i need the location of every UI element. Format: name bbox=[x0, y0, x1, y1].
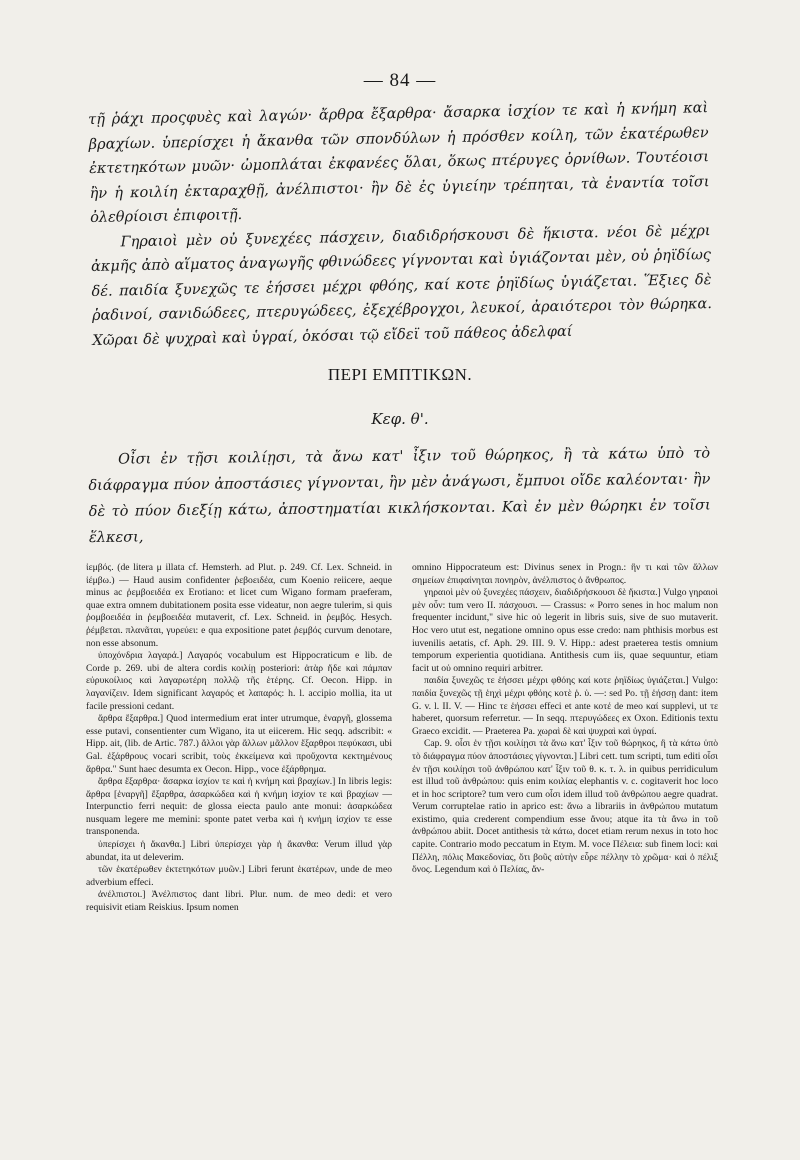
footnotes bbox=[86, 562, 718, 915]
note-paragraph: παιδία ξυνεχῶς τε ἑήσσει μέχρι φθόης καί κοτε ῥηϊδίως ὑγιάζεται.] Vulgo: παιδία ξυνεχῶς τῇ ἑηχὶ μέχρι φθόης κοτὲ ῥ. ὑ. —: sed Po. τῇ ἑήσσῃ dant: item G. v. l. II. V. — Hinc τε ἑήσσει effeci et ante κοτέ de meo καί supplevi, ut τε haberet, quorsum referretur. — In seqq. πτερυγώδεες ex Oxon. Editionis textu Graeco excidit. — Praeterea Pa. χωραὶ δὲ καὶ ψυχραὶ καὶ ὑγραί. bbox=[412, 675, 718, 737]
note-paragraph: ἄρθρα ἔξαρθρα· ἄσαρκα ἰσχίον τε καὶ ἡ κνήμη καὶ βραχίων.] In libris legis: ἄρθρα [ἐναργῆ] ἔξαρθρα, ἀσαρκώδεα καὶ ἡ κνήμη ἰσχίον τε καὶ βραχίων — Interpunctio ferri nequit: de glossa eiecta paulo ante monui: ἀσαρκώδεα nusquam legere me memini: sponte patet verba καὶ ἡ κνήμη ἰσχίον τε esse transponenda. bbox=[86, 776, 392, 838]
note-paragraph: ἄρθρα ἔξαρθρα.] Quod intermedium erat inter utrumque, ἐναργῆ, glossema esse putavi, consentienter cum Wigano, ita ut eiicerem. Hic seqq. adscribit: « Hipp. ait, (lib. de Artic. 787.) ἄλλοι γὰρ ἄλλων μᾶλλον ἔξαρθροι πεφύκασι, ubi Gal. ἐξάρθρους vocari scribit, τοὺς ἐκκείμενα καὶ προὔχοντα κεκτημένους ἄρθρα." Sunt haec desumta ex Oecon. Hipp., voce ἐξάρθρημα. bbox=[86, 713, 392, 775]
note-paragraph: ἰεμβός. (de litera μ illata cf. Hemsterh. ad Plut. p. 249. Cf. Lex. Schneid. in ἰέμβω.) — Haud ausim confidenter ῥεβοειδέα, cum Koenio reiicere, aeque minus ac ῥεμβοειδέα ex Erotiano: et licet cum Wigano formam praeferam, quae extra omnem dubitationem posita esse videatur, non aegre tulerim, si quis ῥομβοειδέα in ῥεμβοειδέα mutaverit, cf. Lex. Schneid. in ῥεμβός. Hesych. ῥέμβεται. πλανᾶται, γυρεύει: e qua expositione patet ῥεμβός curvum denotare, non esse absonum. bbox=[86, 562, 392, 649]
footnotes-right-column bbox=[412, 562, 718, 915]
note-paragraph: omnino Hippocrateum est: Divinus senex in Progn.: ἢν τι καὶ τῶν ἄλλων σημείων ἐπιφαίνηται πονηρὸν, ἀνέλπιστος ὁ ἄνθρωπος. bbox=[412, 562, 718, 586]
main-paragraph-1: τῇ ῥάχι προςφυὲς καὶ λαγών· ἄρθρα ἔξαρθρα· ἄσαρκα ἰσχίον τε καὶ ἡ κνήμη καὶ βραχίων. ὑπερίσχει ἡ ἄκανθα τῶν σπονδύλων ἡ πρόσθεν κοίλη, τῶν ἑκατέρωθεν ἐκτετηκότων μυῶν· ὠμοπλάται ἐκφανέες ὅλαι, ὅκως πτέρυγες ὀρνίθων. Τουτέοισι ἢν ἡ κοιλίη ἐκταραχθῇ, ἀνέλπιστοι· ἢν δὲ ἐς ὑγιείην τρέπηται, τὰ ἐναντία τοῖσι ὀλεθρίοισι ἐπιφοιτῇ. bbox=[88, 100, 710, 226]
chapter-heading: Κεφ. θ'. bbox=[371, 410, 429, 428]
note-paragraph: γηραιοὶ μὲν οὐ ξυνεχέες πάσχειν, διαδιδρήσκουσι δὲ ἥκιστα.] Vulgo γηραιοὶ μὲν οὖν: tum vero II. πάσχουσι. — Crassus: « Porro senes in hoc malum non frequenter incidunt," sive hic οὐ legerit in libris suis, sive de suo mutaverit. Hoc vero utut est, negatione omnino opus esse credo: nam phthisis morbus est iuvenilis aetatis, cf. Aph. 29. III. 9. V. Hipp.: adest praeterea testis omnium temporum experientia quotidiana. Antithesis cum iis, quae sequuntur, etiam facit ut οὐ omnino requiri arbitrer. bbox=[412, 587, 718, 674]
note-paragraph: ὑπερίσχει ἡ ἄκανθα.] Libri ὑπερίσχει γὰρ ἡ ἄκανθα: Verum illud γὰρ abundat, ita ut deleverim. bbox=[86, 839, 392, 863]
main-paragraph-2: Γηραιοὶ μὲν οὐ ξυνεχέες πάσχειν, διαδιδρήσκουσι δὲ ἥκιστα. νέοι δὲ μέχρι ἀκμῆς ἀπὸ αἵματος ἀναγωγῆς φθινώδεες γίγνονται καὶ ὑγιάζονται μὲν, οὐ ῥηϊδίως δέ. παιδία ξυνεχῶς τε ἑήσσει μέχρι φθόης, καί κοτε ῥηϊδίως ὑγιάζεται. Ἕξιες δὲ ῥαδινοί, σανιδώδεες, πτερυγώδεες, ἐξεχέβρογχοι, λευκοί, ἀραιότεροι τὸν θώρηκα. Χῶραι δὲ ψυχραὶ καὶ ὑγραί, ὁκόσαι τῷ εἴδεϊ τοῦ πάθεος ἀδελφαί bbox=[90, 222, 713, 349]
note-paragraph: ὑποχόνδρια λαγαρά.] Λαγαρός vocabulum est Hippocraticum e lib. de Corde p. 269. ubi de altera cordis κοιλίῃ posteriori: ἀτὰρ ἥδε καὶ πάμπαν εὐρυκοίλιος καὶ λαγαρωτέρη πολλῷ τῆς ἑτέρης. Cf. Oecon. Hipp. in λαγανίζειν. Idem significant λαγαρός et λαπαρός: h. l. accipio mollia, ita ut facile pressioni cedant. bbox=[86, 650, 392, 712]
chapter-text-block bbox=[88, 440, 711, 551]
page-number: — 84 — bbox=[363, 70, 437, 91]
note-paragraph: Cap. 9. οἶσι ἐν τῇσι κοιλίῃσι τὰ ἄνω κατ' ἶξιν τοῦ θώρηκος, ἢ τὰ κάτω ὑπὸ τὸ διάφραγμα πύον ἀποστάσιες γίγνονται.] Libri cett. tum scripti, tum editi οἶσι ἐν τῇσι κοιλίῃσι τοῦ ἀνθρώπου κατ' ἶξιν τοῦ θ. κ. τ. λ. in quibus perridiculum est illud τοῦ ἀνθρώπου: quis enim κοιλίας elephantis v. c. cogitaverit hoc loco et in hoc scriptore? tum vero cum οἶσι idem illud τοῦ ἀνθρώπου aegre quadrat. Verum corruptelae ratio in aprico est: ἄνω a librariis in ἀνθρώπου mutatum existimo, quia crederent compendium esse ἄνου; atque ita τὰ ἄνω in τοῦ ἀνθρώπου abiit. Docet antithesis τὰ κάτω, docet etiam rerum nexus in toto hoc capite. Contrario modo peccatum in Etym. M. voce Πέλεια: sub finem loci: καὶ Πέλλη, πόλις Μακεδονίας, ὅτι βοῦς αὐτὴν εὗρε πέλλην τὸ χρῶμα· καὶ ὁ πέλιξ ὄνος. Legendum καὶ ὁ Πελίας, ἄν- bbox=[412, 738, 718, 876]
footnotes-left-column bbox=[86, 562, 392, 915]
main-text-block bbox=[88, 96, 713, 353]
section-heading: ΠΕΡΙ ΕΜΠΤΙΚΩΝ. bbox=[327, 365, 473, 384]
note-paragraph: τῶν ἑκατέρωθεν ἐκτετηκότων μυῶν.] Libri ferunt ἑκατέρων, unde de meo adverbium effeci. bbox=[86, 864, 392, 888]
chapter-paragraph: Οἶσι ἐν τῇσι κοιλίῃσι, τὰ ἄνω κατ' ἶξιν τοῦ θώρηκος, ἢ τὰ κάτω ὑπὸ τὸ διάφραγμα πύον ἀποστάσιες γίγνονται, ἢν μὲν ἀνάγωσι, ἔμπυοι οἴδε καλέονται· ἢν δὲ τὸ πύον διεξίῃ κάτω, ἀποστηματίαι κικλήσκονται. Καὶ ἐν μὲν θώρηκι ἐν τοῖσι ἕλκεσι, bbox=[88, 445, 711, 546]
note-paragraph: ἀνέλπιστοι.] Ἀνέλπιστος dant libri. Plur. num. de meo dedi: et vero requisivit etiam Reiskius. Ipsum nomen bbox=[86, 889, 392, 914]
